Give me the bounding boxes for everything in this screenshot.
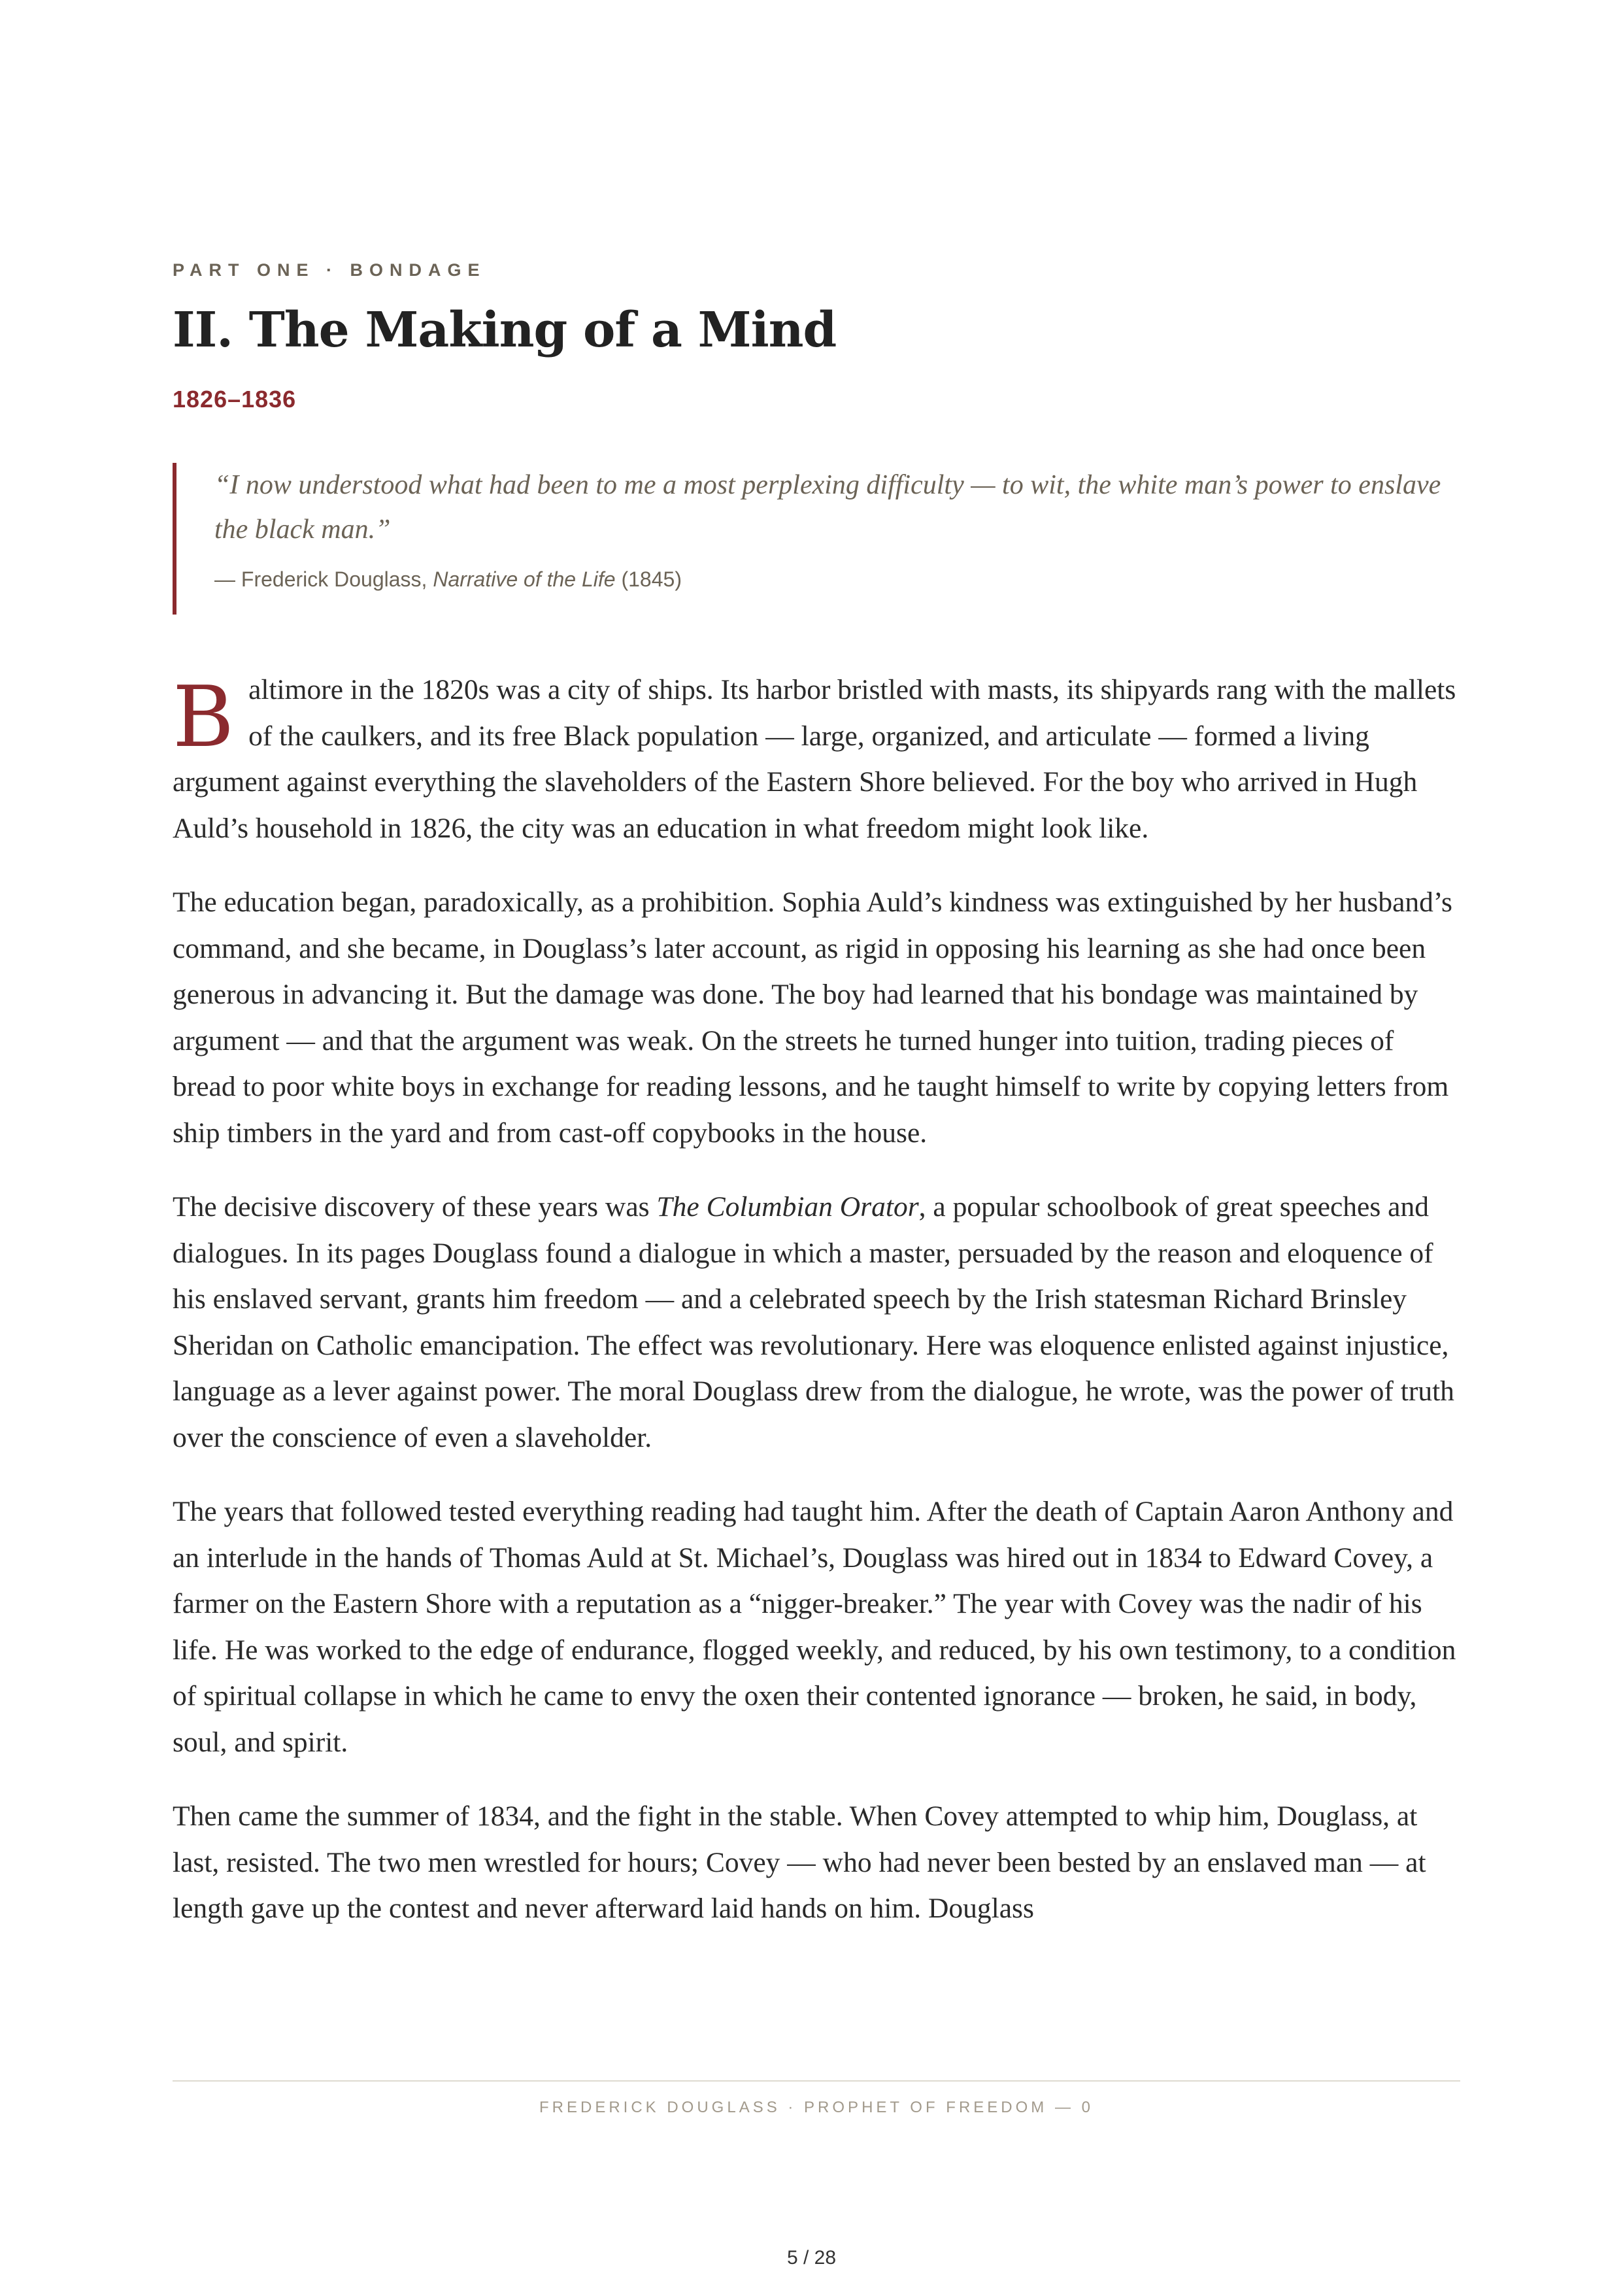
epigraph <box>173 463 1460 615</box>
page-counter: 5 / 28 <box>786 2247 837 2269</box>
part-label: PART ONE · BONDAGE <box>173 260 486 280</box>
body-text <box>173 667 1460 1960</box>
paragraph-2: The education began, paradoxically, as a prohibition. Sophia Auld’s kindness was extinguished by her husband’s command, and she became, in Douglass’s later account, as rigid in opposing his learning as she had once been generous in advancing it. But the damage was done. The boy had learned that his bondage was maintained by argument — and that the argument was weak. On the streets he turned hunger into tuition, trading pieces of bread to poor white boys in exchange for reading lessons, and he taught himself to write by copying letters from ship timbers in the yard and from cast-off copybooks in the house. <box>173 886 1452 1149</box>
epigraph-citation <box>214 567 1460 592</box>
footer-divider <box>173 2080 1460 2082</box>
citation-author: — Frederick Douglass, <box>214 567 433 591</box>
epigraph-quote: “I now understood what had been to me a most perplexing difficulty — to wit, the white man’s power to enslave the black man.” <box>214 470 1441 545</box>
chapter-dates: 1826–1836 <box>173 386 297 413</box>
body-text-area <box>173 667 1473 2067</box>
citation-year: (1845) <box>615 567 682 591</box>
drop-cap: B <box>173 669 235 766</box>
paragraph-3 <box>173 1184 1460 1460</box>
paragraph-4: The years that followed tested everything reading had taught him. After the death of Captain Aaron Anthony and an interlude in the hands of Thomas Auld at St. Michael’s, Douglass was hired out in 1834 to Edward Covey, a farmer on the Eastern Shore with a reputation as a “nigger-breaker.” The year with Covey was the nadir of his life. He was worked to the edge of endurance, flogged weekly, and reduced, by his own testimony, to a condition of spiritual collapse in which he came to envy the oxen their contented ignorance — broken, he said, in body, soul, and spirit. <box>173 1496 1456 1758</box>
book-title: The Columbian Orator <box>656 1191 919 1223</box>
paragraph-3-rest: , a popular schoolbook of great speeches and dialogues. In its pages Douglass found a dialogue in which a master, persuaded by the reason and eloquence of his enslaved servant, grants him freedom — and a celebrated speech by the Irish statesman Richard Brinsley Sheridan on Catholic emancipation. The effect was revolutionary. Here was eloquence enlisted against injustice, language as a lever against power. The moral Douglass drew from the dialogue, he wrote, was the power of truth over the conscience of even a slaveholder. <box>173 1191 1454 1453</box>
paragraph-1-text: altimore in the 1820s was a city of ships. Its harbor bristled with masts, its shipyards rang with the mallets of the caulkers, and its free Black population — large, organized, and articulate — formed a living argument against everything the slaveholders of the Eastern Shore believed. For the boy who arrived in Hugh Auld’s household in 1826, the city was an education in what freedom might look like. <box>173 674 1456 844</box>
paragraph-1 <box>173 667 1460 851</box>
paragraph-3-lead: The decisive discovery of these years was <box>173 1191 657 1223</box>
chapter-title: II. The Making of a Mind <box>173 302 837 358</box>
citation-work-title: Narrative of the Life <box>433 567 616 591</box>
paragraph-5: Then came the summer of 1834, and the fight in the stable. When Covey attempted to whip him, Douglass, at last, resisted. The two men wrestled for hours; Covey — who had never been bested by an enslaved man — at length gave up the contest and never afterward laid hands on him. Douglass <box>173 1800 1426 1924</box>
running-footer: FREDERICK DOUGLASS · PROPHET OF FREEDOM — 0 <box>539 2099 1094 2116</box>
